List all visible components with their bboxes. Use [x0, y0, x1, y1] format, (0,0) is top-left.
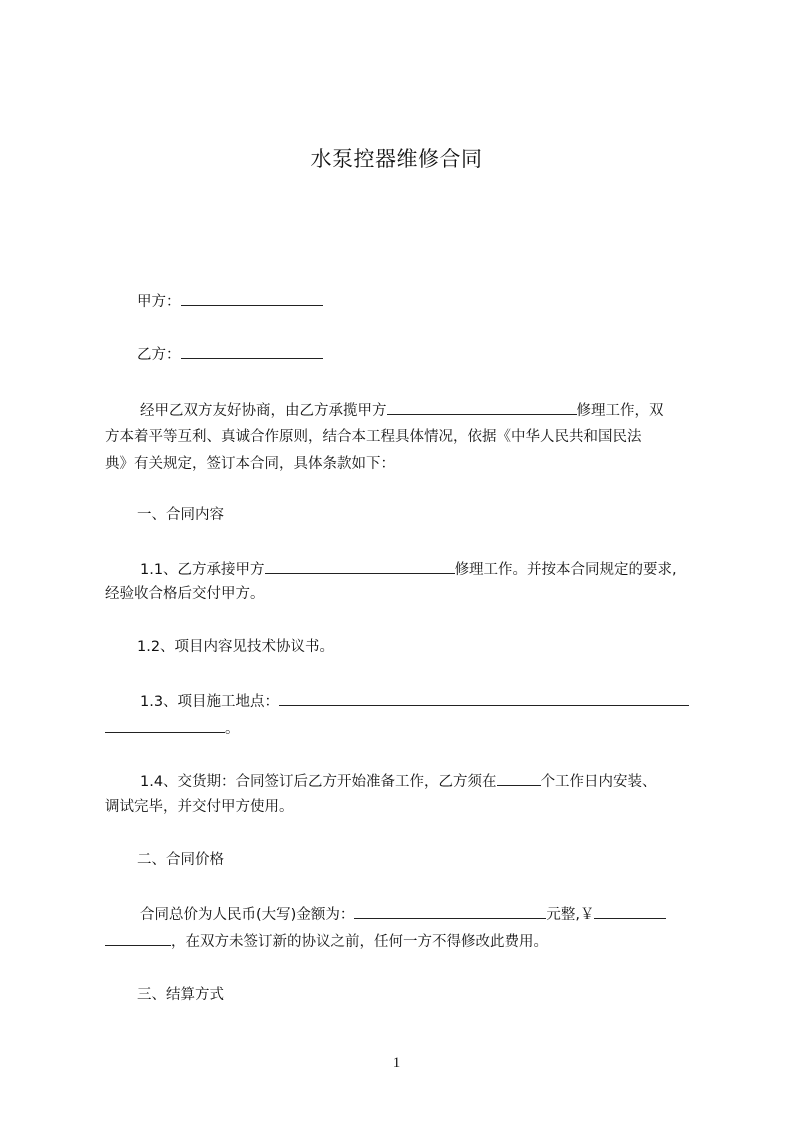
- clause-1-3: [140, 691, 689, 712]
- clause-text: 修理工作。并按本合同规定的要求,: [454, 562, 677, 578]
- clause-text: 。: [225, 721, 240, 737]
- price-line-2: [105, 931, 548, 952]
- clause-text: ，在双方未签订新的协议之前，任何一方不得修改此费用。: [171, 934, 548, 950]
- clause-text: 个工作日内安装、: [540, 774, 657, 790]
- intro-line-1: [140, 400, 664, 421]
- party-a-blank: [181, 291, 323, 306]
- party-b-line: [137, 344, 323, 365]
- clause-1-2: 1.2、项目内容见技术协议书。: [137, 639, 335, 655]
- clause-text: 1.3、项目施工地点：: [140, 694, 280, 710]
- section-3-heading: 三、结算方式: [137, 987, 224, 1003]
- price-line-1: [140, 904, 666, 925]
- clause-1-3-blank: [279, 691, 689, 706]
- page-title: 水泵控器维修合同: [310, 147, 483, 171]
- clause-1-4: [140, 771, 657, 792]
- clause-1-1-line-2: 经验收合格后交付甲方。: [105, 586, 265, 602]
- clause-1-1-blank: [265, 559, 455, 574]
- clause-1-4-line-2: 调试完毕，并交付甲方使用。: [105, 799, 294, 815]
- clause-1-1: [140, 559, 677, 580]
- intro-text: 经甲乙双方友好协商，由乙方承揽甲方: [140, 403, 387, 419]
- clause-text: 元整,￥: [546, 907, 595, 923]
- clause-1-3-blank-2: [105, 718, 225, 733]
- clause-text: 合同总价为人民币(大写)金额为：: [140, 907, 355, 923]
- party-a-label: 甲方：: [137, 294, 181, 310]
- price-words-blank: [354, 904, 546, 919]
- intro-project-blank: [387, 400, 577, 415]
- section-1-heading: 一、合同内容: [137, 507, 224, 523]
- party-a-line: [137, 291, 323, 312]
- price-number-blank: [594, 904, 666, 919]
- section-2-heading: 二、合同价格: [137, 852, 224, 868]
- party-b-blank: [181, 344, 323, 359]
- party-b-label: 乙方：: [137, 347, 181, 363]
- clause-text: 1.4、交货期：合同签订后乙方开始准备工作，乙方须在: [140, 774, 497, 790]
- intro-line-2: 方本着平等互利、真诚合作原则，结合本工程具体情况，依据《中华人民共和国民法: [105, 429, 642, 445]
- intro-line-3: 典》有关规定，签订本合同，具体条款如下：: [105, 456, 395, 472]
- clause-1-4-blank: [497, 771, 541, 786]
- price-number-blank-2: [105, 931, 171, 946]
- page-number: 1: [392, 1055, 401, 1071]
- clause-text: 1.1、乙方承接甲方: [140, 562, 265, 578]
- intro-text: 修理工作，双: [576, 403, 664, 419]
- clause-1-3-line-2: [105, 718, 240, 739]
